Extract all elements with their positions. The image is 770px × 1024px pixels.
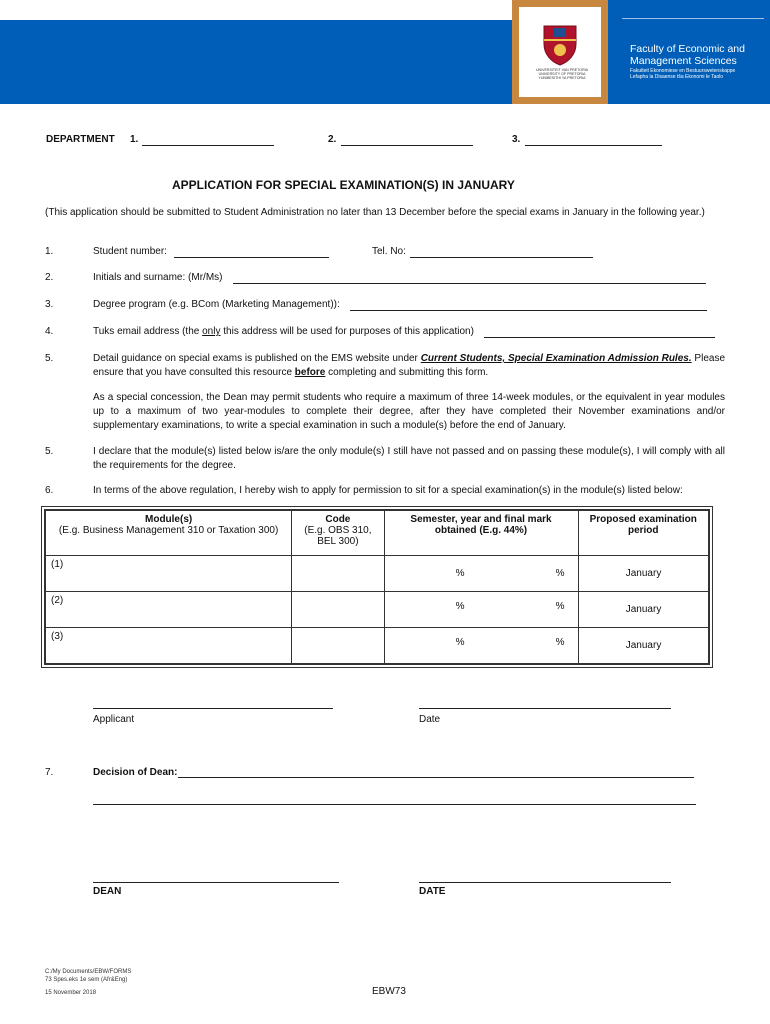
code-header: [292, 510, 384, 556]
item-1-number: 1.: [45, 246, 54, 257]
item-7-number: 7.: [45, 767, 54, 778]
dean-date-line[interactable]: [419, 872, 671, 883]
item-2-number: 2.: [45, 272, 54, 283]
degree-program-label: Degree program (e.g. BCom (Marketing Management)):: [93, 299, 340, 310]
dean-date-label: DATE: [419, 886, 446, 897]
guidance-link[interactable]: Current Students, Special Examination Admission Rules.: [420, 353, 692, 364]
tel-no-label: Tel. No:: [372, 246, 406, 257]
tel-no-field[interactable]: [410, 247, 593, 258]
department-field-2[interactable]: [341, 135, 473, 146]
email-label-only: only: [202, 326, 221, 337]
department-number-3: 3.: [512, 134, 521, 145]
semester-mark-header: Semester, year and final mark obtained (E.g. 44%): [385, 511, 579, 555]
decision-field-line-1[interactable]: [178, 767, 694, 778]
declaration-paragraph: I declare that the module(s) listed below is/are the only module(s) I still have not passed and on passing these module(s), I will comply with all the requirements for the degree.: [93, 446, 725, 471]
student-number-label: Student number:: [93, 246, 167, 257]
faculty-name-other-languages: [630, 68, 770, 80]
degree-program-field[interactable]: [350, 300, 707, 311]
department-field-3[interactable]: [525, 135, 662, 146]
code-cell[interactable]: [292, 592, 384, 628]
form-title: APPLICATION FOR SPECIAL EXAMINATION(S) IN JANUARY: [172, 178, 515, 192]
row-label: (3): [51, 631, 64, 642]
exam-period-header: Proposed examination period: [589, 514, 697, 536]
applicant-date-line[interactable]: [419, 698, 671, 709]
student-number-field[interactable]: [174, 247, 329, 258]
percent-sign-2: %: [555, 568, 565, 579]
item-5b-number: 5.: [45, 446, 54, 457]
email-field[interactable]: [484, 327, 715, 338]
decision-label: Decision of Dean:: [93, 767, 178, 778]
mark-period-header: [384, 510, 709, 556]
crest-name-text: UNIVERSITEIT VAN PRETORIA UNIVERSITY OF PRETORIA YUNIBESITHI YA PRETORIA: [535, 68, 589, 81]
item-5-number: 5.: [45, 353, 54, 364]
applicant-label: Applicant: [93, 714, 135, 725]
code-header-example: (E.g. OBS 310, BEL 300): [304, 525, 372, 547]
department-label: DEPARTMENT: [46, 134, 115, 145]
email-label-pre: Tuks email address (the: [93, 326, 203, 337]
email-label: [93, 326, 474, 337]
decision-field-line-2[interactable]: [93, 794, 696, 805]
module-cell[interactable]: [45, 556, 292, 592]
table-row: [45, 556, 709, 592]
table-header-row: [45, 510, 709, 556]
item-3-number: 3.: [45, 299, 54, 310]
concession-paragraph: As a special concession, the Dean may permit students who require a maximum of three 14-week modules, or the equivalent in year modules up to a maximum of two year-modules to complete their degree, after they have completed their November examinations and/or supplementary examinations, to write a special examination in such a module(s) before the end of January.: [93, 392, 725, 431]
module-header-example: (E.g. Business Management 310 or Taxation 300): [58, 525, 279, 536]
footer-path: C:/My Documents/EBW/FORMS: [45, 969, 132, 975]
row-label: (1): [51, 559, 64, 570]
item-6-number: 6.: [45, 485, 54, 496]
panel-divider: [622, 18, 764, 19]
period-cell: January: [579, 628, 709, 665]
percent-sign-1: %: [455, 601, 465, 612]
department-number-1: 1.: [130, 134, 139, 145]
percent-sign-2: %: [555, 601, 565, 612]
footer-date: 15 November 2018: [45, 990, 97, 996]
initials-surname-label: Initials and surname: (Mr/Ms): [93, 272, 223, 283]
period-cell: January: [579, 556, 709, 592]
dean-signature-line[interactable]: [93, 872, 339, 883]
mark-cell[interactable]: [384, 556, 579, 592]
period-cell: January: [579, 592, 709, 628]
guidance-post: completing and submitting this form.: [325, 367, 489, 378]
module-cell[interactable]: [45, 628, 292, 665]
faculty-name-afrikaans: Fakulteit Ekonomiese en Bestuurswetenskappe: [630, 68, 736, 74]
module-header: [45, 510, 292, 556]
guidance-paragraph: [93, 352, 725, 380]
footer-file: 73 Spes.eks 1e sem (Afr&Eng): [45, 977, 128, 983]
code-cell[interactable]: [292, 628, 384, 665]
code-header-title: Code: [325, 514, 351, 525]
faculty-name-english: Faculty of Economic and Management Sciences: [630, 43, 745, 67]
dean-label: DEAN: [93, 886, 122, 897]
intro-note: (This application should be submitted to Student Administration no later than 13 December before the special exams in January in the following year.): [45, 207, 705, 218]
guidance-before: before: [294, 367, 326, 378]
table-row: [45, 628, 709, 665]
row-label: (2): [51, 595, 64, 606]
department-field-1[interactable]: [142, 135, 274, 146]
faculty-name-sepedi: Lefapha la Disaense tša Ekonomi le Taolo: [630, 74, 724, 80]
modules-table: [44, 509, 710, 665]
applicant-signature-line[interactable]: [93, 698, 333, 709]
university-crest-icon: [540, 22, 580, 66]
item-4-number: 4.: [45, 326, 54, 337]
email-label-post: this address will be used for purposes of this application): [220, 326, 474, 337]
initials-surname-field[interactable]: [233, 273, 706, 284]
department-number-2: 2.: [328, 134, 337, 145]
code-cell[interactable]: [292, 556, 384, 592]
guidance-mid: Please ensure that you have consulted this resource: [93, 353, 726, 378]
percent-sign-1: %: [455, 568, 465, 579]
table-row: [45, 592, 709, 628]
regulation-paragraph: In terms of the above regulation, I hereby wish to apply for permission to sit for a special examination(s) in the module(s) listed below:: [93, 485, 683, 496]
date-label: Date: [419, 714, 441, 725]
form-code: EBW73: [372, 986, 406, 997]
module-cell[interactable]: [45, 592, 292, 628]
percent-sign-1: %: [455, 637, 465, 648]
module-header-title: Module(s): [145, 514, 193, 525]
percent-sign-2: %: [555, 637, 565, 648]
guidance-pre: Detail guidance on special exams is published on the EMS website under: [93, 353, 421, 364]
